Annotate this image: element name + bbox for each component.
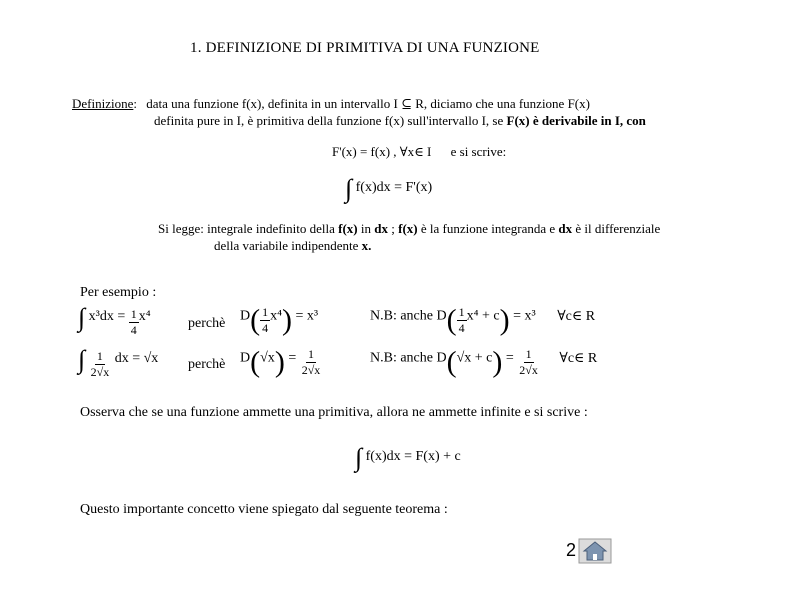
home-nav-button[interactable] [578, 538, 612, 564]
example-row-2-derivative [240, 347, 322, 378]
row2-eq: = [288, 350, 297, 366]
reading-dx2: dx [558, 221, 573, 236]
row2-nb-den: 2√x [519, 363, 538, 377]
reading-prefix: Si legge: integrale indefinito della [158, 221, 339, 236]
row2-nb-fraction [517, 347, 540, 378]
home-icon [578, 538, 612, 564]
row1-lhs: x³dx = [88, 309, 129, 324]
row1-nb: N.B: anche D [370, 308, 447, 324]
row1-rparen: ) [282, 303, 293, 337]
definition-text-2: definita pure in I, è primitiva della funzione f(x) sull'intervallo I, se [154, 113, 507, 128]
row1-nb-tail: x⁴ + c [466, 308, 500, 324]
row1-forall: ∀c∈ R [557, 308, 596, 324]
row1-lparen: ( [250, 303, 261, 337]
row2-fraction [89, 349, 112, 380]
closing-text: Questo importante concetto viene spiegato dal seguente teorema : [80, 502, 448, 517]
reading-dx: dx [374, 221, 388, 236]
row1-fraction [129, 307, 139, 338]
reading-line-1 [158, 221, 660, 237]
row1-d-eq: = x³ [295, 308, 319, 324]
condition-line [332, 144, 506, 160]
observe-text: Osserva che se una funzione ammette una primitiva, allora ne ammette infinite e si scrive : [80, 405, 588, 420]
row1-nb-den: 4 [458, 321, 465, 335]
row2-nb: N.B: anche D [370, 350, 447, 366]
definition-line-1 [72, 96, 590, 112]
row2-inner: √x [260, 350, 275, 366]
definition-text-2-bold: F(x) è derivabile in I, con [506, 113, 646, 128]
row2-lhs-tail: dx = √x [114, 351, 159, 366]
row2-d-den: 2√x [301, 363, 321, 377]
main-integral [345, 176, 432, 202]
row1-nb-eq: = x³ [513, 308, 536, 324]
reading-line-2 [214, 238, 371, 254]
definition-line-2 [154, 113, 646, 129]
page-number: 2 [566, 540, 577, 560]
row2-num: 1 [96, 349, 103, 364]
reading-end: è il differenziale [572, 221, 661, 236]
example-row-1-lhs [78, 305, 151, 341]
row1-num: 1 [130, 307, 137, 322]
row1-because: perchè [188, 316, 226, 331]
row2-nb-num: 1 [525, 347, 532, 361]
row2-lparen: ( [250, 345, 261, 379]
row1-d-num: 1 [262, 305, 269, 319]
reading-line2-text: della variabile indipendente [214, 238, 362, 253]
example-row-1-nb [370, 305, 595, 336]
integral-sign: ∫ [355, 443, 363, 472]
row1-nb-lparen: ( [446, 303, 457, 337]
example-row-2-lhs [78, 347, 158, 383]
row1-den: 4 [130, 323, 137, 338]
integral-sign: ∫ [78, 345, 86, 374]
example-row-2-nb [370, 347, 597, 378]
reading-in: in [357, 221, 375, 236]
row2-den: 2√x [90, 365, 110, 380]
example-row-1-derivative [240, 305, 318, 336]
reading-line2-bold: x. [361, 238, 372, 253]
row1-d-tail: x⁴ [270, 308, 283, 324]
reading-fx: f(x) [338, 221, 358, 236]
condition-formula: F'(x) = f(x) , ∀x∈ I [332, 144, 432, 159]
row2-forall: ∀c∈ R [559, 350, 598, 366]
row2-nb-eq: = [505, 350, 514, 366]
page-title: 1. DEFINIZIONE DI PRIMITIVA DI UNA FUNZIONE [190, 40, 540, 56]
general-integral [355, 445, 461, 471]
row2-rparen: ) [274, 345, 285, 379]
row1-D: D [240, 308, 251, 324]
row1-nb-rparen: ) [499, 303, 510, 337]
definition-text-1: data una funzione f(x), definita in un intervallo I ⊆ R, diciamo che una funzione F(x) [146, 96, 590, 111]
condition-note: e si scrive: [450, 144, 507, 159]
reading-mid: ; [388, 221, 399, 236]
reading-mid2: è la funzione integranda e [417, 221, 559, 236]
definition-colon: : [133, 96, 137, 111]
row1-d-fraction [260, 305, 270, 336]
general-integral-body: f(x)dx = F(x) + c [365, 449, 461, 464]
row1-tail: x⁴ [138, 309, 151, 324]
integral-sign: ∫ [345, 174, 353, 203]
reading-fx2: f(x) [398, 221, 418, 236]
row2-d-num: 1 [308, 347, 315, 361]
row2-because: perchè [188, 357, 226, 372]
row2-nb-rparen: ) [492, 345, 503, 379]
row2-D: D [240, 350, 251, 366]
example-heading: Per esempio : [80, 285, 157, 300]
row1-nb-fraction [457, 305, 467, 336]
row2-nb-lparen: ( [446, 345, 457, 379]
definition-label: Definizione [72, 96, 134, 111]
row1-d-den: 4 [262, 321, 269, 335]
row1-nb-num: 1 [458, 305, 465, 319]
integral-sign: ∫ [78, 303, 86, 332]
row2-nb-inner: √x + c [456, 350, 493, 366]
main-integral-body: f(x)dx = F'(x) [355, 180, 433, 195]
row2-d-fraction [300, 347, 323, 378]
